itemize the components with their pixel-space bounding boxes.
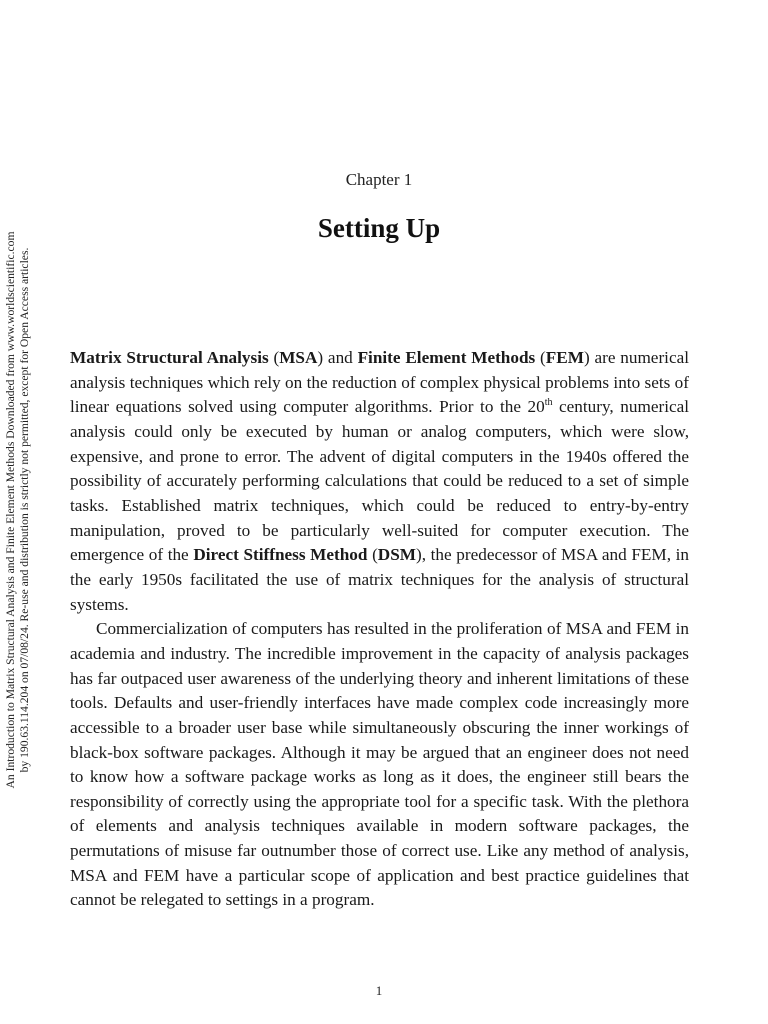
paragraph-2: Commercialization of computers has resulted in the proliferation of MSA and FEM in academia and industry. The incredible improvement in the capacity of analysis packages has far outpaced user awareness of the underlying theory and inherent limitations of these tools. Defaults and user-friendly interfaces have made complex code increasingly more accessible to a broader user base while simultaneously obscuring the inner workings of black-box software packages. Although it may be argued that an engineer does not need to know how a software package works as long as it does, the engineer still bears the responsibility of correctly using the appropriate tool for a specific task. With the plethora of elements and analysis techniques available in modern software packages, the permutations of misuse far outnumber those of correct use. Like any method of analysis, MSA and FEM have a particular scope of application and best practice guidelines that cannot be relegated to settings in a program. [70,619,689,910]
text-fragment: ( [268,348,280,367]
download-notice-text [4,210,31,810]
text-fragment: ) are numerical analysis techniques which rely on the reduction of complex physical problems into sets of linear equations solved using computer algorithms. Prior to the 20 [70,348,689,417]
ordinal-superscript: th [544,397,553,409]
paragraph-1 [70,346,689,617]
abbr-fem: FEM [545,348,584,367]
text-fragment: ) and [317,348,358,367]
chapter-body [70,346,689,913]
term-msa: Matrix Structural Analysis [70,348,269,367]
text-fragment: ( [535,348,546,367]
chapter-title: Setting Up [317,213,441,243]
page-number: 1 [375,983,383,998]
abbr-dsm: DSM [377,545,416,565]
chapter-label: Chapter 1 [345,170,413,189]
text-fragment: ), the predecessor of MSA and FEM, in the early 1950s facilitated the use of matrix techniques for the analysis of structural systems. [70,545,689,614]
term-dsm: Direct Stiffness Method [193,545,368,565]
download-notice-line-2: by 190.63.114.204 on 07/08/24. Re-use and distribution is strictly not permitted, except for Open Access articles. [17,247,31,773]
download-notice [4,210,36,810]
text-fragment: century, numerical analysis could only be executed by human or analog computers, which were slow, expensive, and prone to error. The advent of digital computers in the 1940s offered the possibility of accurately performing calculations that could be reduced to a set of simple tasks. Established matrix techniques, which could be reduced to entry-by-entry manipulation, proved to be particularly well-suited for computer execution. The emergence of the [70,397,689,565]
text-fragment: ( [367,545,378,565]
abbr-msa: MSA [279,348,318,367]
term-fem: Finite Element Methods [357,348,536,367]
download-notice-line-1: An Introduction to Matrix Structural Analysis and Finite Element Methods Downloaded from www.worldscientific.com [4,231,17,789]
